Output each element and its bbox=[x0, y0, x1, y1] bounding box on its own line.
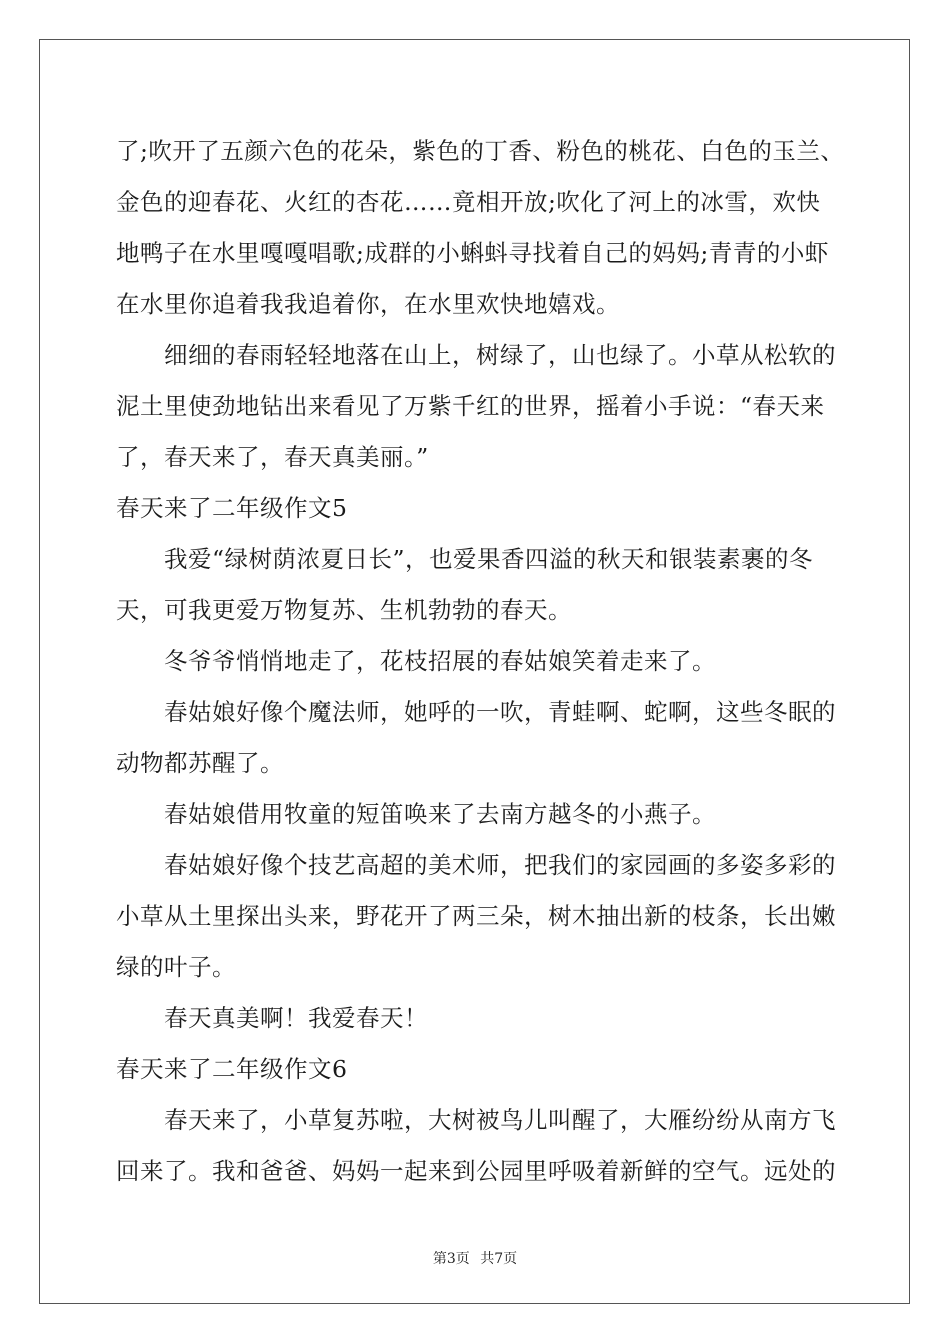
text-line: 泥土里使劲地钻出来看见了万紫千红的世界，摇着小手说：“春天来 bbox=[116, 392, 825, 420]
text-line: 春姑娘好像个技艺高超的美术师，把我们的家园画的多姿多彩的 bbox=[164, 851, 836, 879]
text-line: 在水里你追着我我追着你，在水里欢快地嬉戏。 bbox=[116, 290, 620, 318]
text-line: 小草从土里探出头来，野花开了两三朵，树木抽出新的枝条，长出嫩 bbox=[116, 902, 836, 930]
text-line: 动物都苏醒了。 bbox=[116, 749, 284, 777]
text-line: 了，春天来了，春天真美丽。” bbox=[116, 443, 429, 471]
document-body bbox=[116, 126, 845, 1197]
text-line: 地鸭子在水里嘎嘎唱歌;成群的小蝌蚪寻找着自己的妈妈;青青的小虾 bbox=[116, 239, 829, 267]
text-line: 春姑娘好像个魔法师，她呼的一吹，青蛙啊、蛇啊，这些冬眠的 bbox=[164, 698, 836, 726]
text-line: 回来了。我和爸爸、妈妈一起来到公园里呼吸着新鲜的空气。远处的 bbox=[116, 1157, 836, 1185]
text-line: 细细的春雨轻轻地落在山上，树绿了，山也绿了。小草从松软的 bbox=[164, 341, 836, 369]
text-line: 春天真美啊！我爱春天！ bbox=[164, 1004, 428, 1032]
section-heading: 春天来了二年级作文5 bbox=[116, 494, 348, 522]
text-line: 春姑娘借用牧童的短笛唤来了去南方越冬的小燕子。 bbox=[164, 800, 716, 828]
text-line: 了;吹开了五颜六色的花朵，紫色的丁香、粉色的桃花、白色的玉兰、 bbox=[116, 137, 845, 165]
page-number: 第3页 bbox=[432, 1251, 470, 1267]
section-heading: 春天来了二年级作文6 bbox=[116, 1055, 348, 1083]
text-line: 绿的叶子。 bbox=[116, 953, 236, 981]
page-total: 共7页 bbox=[480, 1251, 518, 1267]
text-line: 冬爷爷悄悄地走了，花枝招展的春姑娘笑着走来了。 bbox=[164, 647, 716, 675]
text-line: 我爱“绿树荫浓夏日长”，也爱果香四溢的秋天和银装素裹的冬 bbox=[164, 545, 814, 573]
text-line: 春天来了，小草复苏啦，大树被鸟儿叫醒了，大雁纷纷从南方飞 bbox=[164, 1106, 836, 1134]
page-footer bbox=[0, 1248, 950, 1268]
text-line: 天，可我更爱万物复苏、生机勃勃的春天。 bbox=[116, 596, 572, 624]
text-line: 金色的迎春花、火红的杏花……竟相开放;吹化了河上的冰雪，欢快 bbox=[116, 188, 821, 216]
